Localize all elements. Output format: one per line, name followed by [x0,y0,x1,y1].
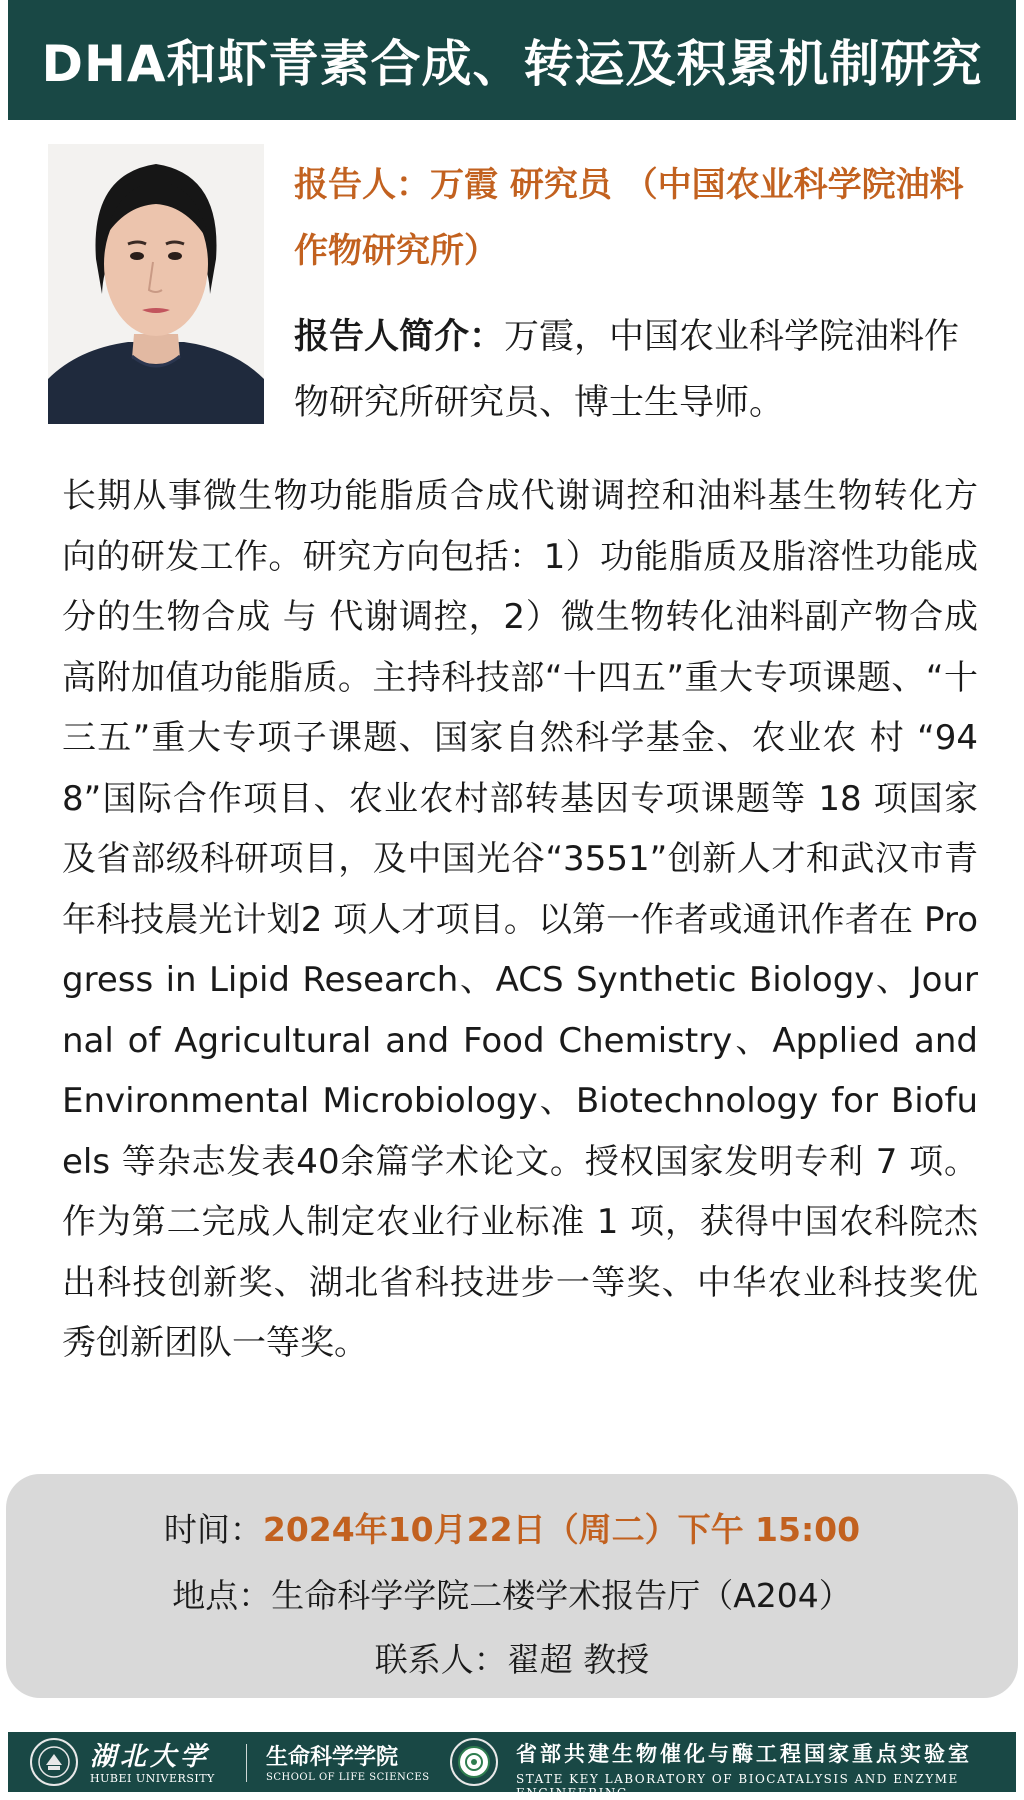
event-info-box [6,1474,1018,1698]
time-label: 时间： [163,1510,263,1549]
intro-text: 万霞，中国农业科学院油料作物研究所研究员、博士生导师。 [294,317,960,423]
title-banner [8,0,1016,120]
event-time [6,1504,1018,1551]
university-name-en: HUBEI UNIVERSITY [90,1772,215,1785]
speaker-line: 报告人：万霞 研究员 （中国农业科学院油料作物研究所） [294,165,964,271]
speaker-bio: 长期从事微生物功能脂质合成代谢调控和油料基生物转化方向的研发工作。研究方向包括：1）功能脂质及脂溶性功能成分的生物合成 与 代谢调控，2）微生物转化油料副产物合成高附加值功能脂质。主持科技部“十四五”重大专项课题、“十三五”重大专项子课题、国家自然科学基金、农业农 村 “948”国际合作项目、农业农村部转基因专项课题等 18 项国家及省部级科研项目，及中国光谷“3551”创新人才和武汉市青年科技晨光计划2 项人才项目。以第一作者或通讯作者在 Progress in Lipid Research、ACS Synthetic Biology、Journal of Agricultural and Food Chemistry、Applied and Environmental Microbiology、Biotechnology for Biofuels 等杂志发表40余篇学术论文。授权国家发明专利 7 项。作为第二完成人制定农业行业标准 1 项，获得中国农科院杰出科技创新奖、湖北省科技进步一等奖、中华农业科技奖优秀创新团队一等奖。 [62,476,978,1363]
footer-divider [246,1744,247,1782]
time-value: 2024年10月22日（周二）下午 15:00 [262,1510,861,1549]
university-seal-icon [30,1738,78,1786]
school-name-cn: 生命科学学院 [266,1744,399,1770]
footer-banner [8,1732,1016,1800]
lab-name-cn: 省部共建生物催化与酶工程国家重点实验室 [516,1741,972,1766]
page-title: DHA和虾青素合成、转运及积累机制研究 [41,35,983,93]
intro-label: 报告人简介： [294,317,505,357]
event-place: 地点：生命科学学院二楼学术报告厅（A204） [172,1576,852,1615]
event-contact: 联系人：翟超 教授 [374,1640,650,1679]
speaker-intro [294,304,984,436]
lab-seal-icon [450,1738,498,1786]
lab-name-en: STATE KEY LABORATORY OF BIOCATALYSIS AND ENZYME ENGINEERING [516,1772,959,1800]
speaker-photo [48,144,264,424]
school-name-en: SCHOOL OF LIFE SCIENCES [266,1772,430,1783]
university-name-cn: 湖北大学 [90,1742,211,1772]
